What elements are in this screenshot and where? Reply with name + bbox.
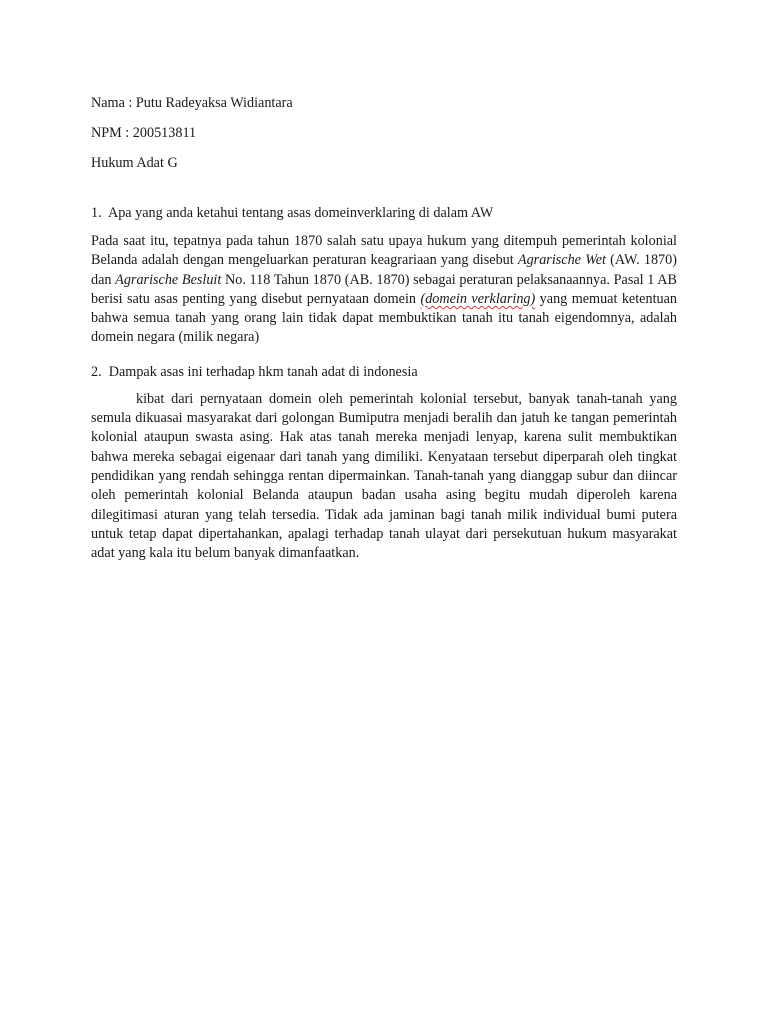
question-1-text: Apa yang anda ketahui tentang asas domeinverklaring di dalam AW xyxy=(107,205,494,221)
question-2-number: 2. xyxy=(91,363,102,380)
answer-1-part-1: Pada saat itu, tepatnya pada tahun 1870 salah satu upaya hukum yang ditempuh pemerintah kolonial Belanda adalah dengan mengeluarkan peraturan keagrariaan yang disebut xyxy=(91,233,677,269)
question-1 xyxy=(91,203,677,223)
answer-2: kibat dari pernyataan domein oleh pemerintah kolonial tersebut, banyak tanah-tanah yang semula dikuasai masyarakat dari golongan Bumiputra menjadi beralih dan jatuh ke tangan pemerintah kolonial ataupun swasta asing. Hak atas tanah mereka menjadi lenyap, karena sulit membuktikan bahwa mereka sebagai eigenaar dari tanah yang dimiliki. Kenyataan tersebut diperparah oleh tingkat pendidikan yang rendah sehingga rentan dipermainkan. Tanah-tanah yang dianggap subur dan diincar oleh pemerintah kolonial Belanda ataupun badan usaha asing begitu mudah diperoleh karena dilegitimasi aturan yang telah tersedia. Tidak ada jaminan bagi tanah milik individual bumi putera untuk tetap dapat dipertahankan, apalagi terhadap tanah ulayat dari persekutuan hukum masyarakat adat yang kala itu belum banyak dimanfaatkan. xyxy=(91,390,677,562)
question-2-text: Dampak asas ini terhadap hkm tanah adat di indonesia xyxy=(108,363,418,380)
student-npm: NPM : 200513811 xyxy=(91,125,197,141)
answer-1-part-4: yang memuat ketentuan bahwa semua tanah yang orang lain tidak dapat membuktikan tanah itu tanah eigendomnya, adalah domein negara (milik negara) xyxy=(91,290,677,346)
answer-1 xyxy=(91,232,677,348)
question-1-number: 1. xyxy=(91,205,102,221)
term-domein-verklaring: (domein verklaring) xyxy=(420,290,536,307)
course-name: Hukum Adat G xyxy=(91,155,178,171)
term-agrarische-wet: Agrarische Wet xyxy=(517,252,606,269)
document-page xyxy=(91,93,677,573)
term-agrarische-besluit: Agrarische Besluit xyxy=(115,271,222,288)
answer-1-part-2: (AW. 1870) dan xyxy=(91,252,677,288)
student-name: Nama : Putu Radeyaksa Widiantara xyxy=(91,95,293,111)
question-2 xyxy=(91,362,677,382)
answer-1-part-3: No. 118 Tahun 1870 (AB. 1870) sebagai peraturan pelaksanaannya. Pasal 1 AB berisi satu asas penting yang disebut pernyataan domein xyxy=(91,271,677,307)
